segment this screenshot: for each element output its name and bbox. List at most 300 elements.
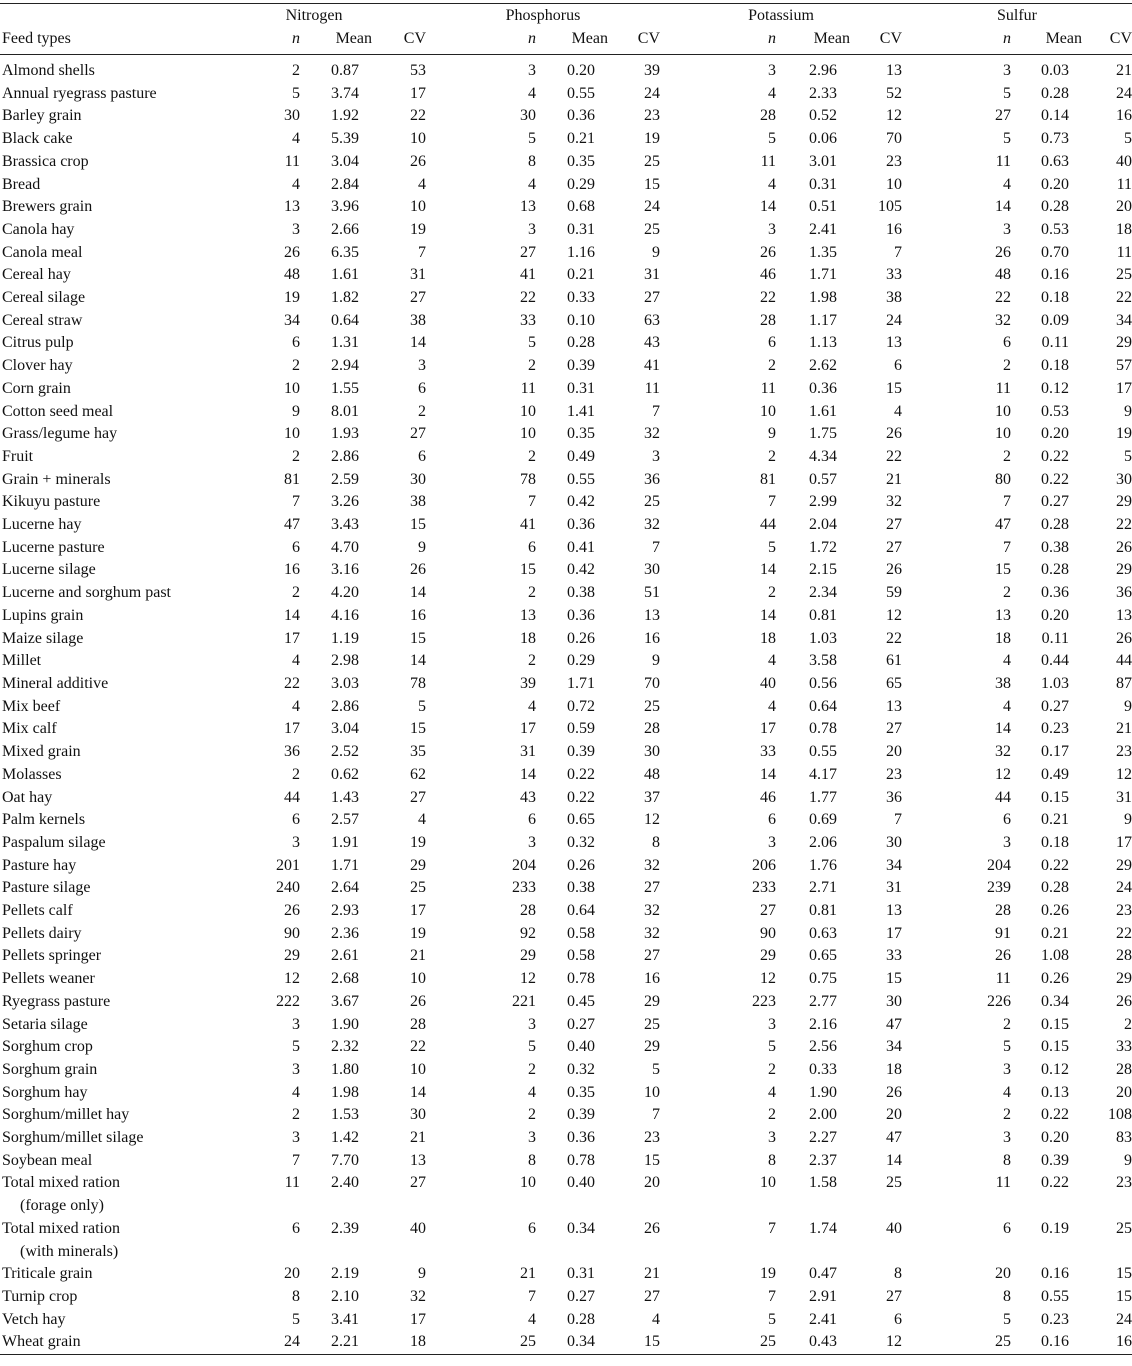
feed-type-label: Cereal straw — [2, 311, 83, 329]
phosphorus-mean-cell: 0.39 — [567, 743, 595, 761]
potassium-mean-cell: 0.81 — [809, 902, 837, 920]
nitrogen-n-cell: 2 — [292, 447, 300, 465]
feed-type-label: Brassica crop — [2, 152, 89, 170]
table-row — [0, 559, 1132, 582]
potassium-cv-cell: 12 — [886, 606, 902, 624]
sulfur-cv-cell: 16 — [1116, 107, 1132, 125]
potassium-cv-cell: 27 — [886, 538, 902, 556]
sulfur-cv-cell: 15 — [1116, 1265, 1132, 1283]
potassium-mean-cell: 2.77 — [809, 992, 837, 1010]
column-header-mean: Mean — [1045, 30, 1082, 47]
feed-type-cell — [0, 900, 202, 923]
phosphorus-n-cell: 2 — [528, 1060, 536, 1078]
phosphorus-mean-cell: 0.72 — [567, 697, 595, 715]
nitrogen-mean-cell: 1.43 — [331, 788, 359, 806]
sulfur-n-cell: 8 — [1003, 1151, 1011, 1169]
nitrogen-mean-cell: 1.42 — [331, 1129, 359, 1147]
phosphorus-mean-cell: 0.36 — [567, 606, 595, 624]
sulfur-n-cell: 13 — [995, 606, 1011, 624]
sulfur-cv-cell: 24 — [1116, 879, 1132, 897]
phosphorus-mean-cell: 0.34 — [567, 1333, 595, 1351]
phosphorus-cv-cell: 28 — [644, 720, 660, 738]
feed-type-label: Cotton seed meal — [2, 402, 114, 420]
phosphorus-mean-cell: 0.31 — [567, 1265, 595, 1283]
potassium-n-cell: 10 — [760, 402, 776, 420]
potassium-n-cell: 11 — [760, 379, 776, 397]
phosphorus-cv-cell: 32 — [644, 516, 660, 534]
nitrogen-cv-cell: 17 — [410, 902, 426, 920]
feed-type-cell — [0, 1331, 202, 1354]
phosphorus-mean-cell: 0.27 — [567, 1287, 595, 1305]
sulfur-cv-cell: 22 — [1116, 516, 1132, 534]
feed-type-cell — [0, 1036, 202, 1059]
potassium-mean-cell: 1.75 — [809, 425, 837, 443]
potassium-n-cell: 3 — [768, 833, 776, 851]
potassium-cv-cell: 12 — [886, 107, 902, 125]
feed-type-cell — [0, 968, 202, 991]
phosphorus-cv-cell: 29 — [644, 1038, 660, 1056]
potassium-n-cell: 26 — [760, 243, 776, 261]
nitrogen-cv-cell: 15 — [410, 720, 426, 738]
nitrogen-mean-cell: 1.82 — [331, 289, 359, 307]
potassium-cv-cell: 33 — [886, 266, 902, 284]
phosphorus-n-cell: 8 — [528, 1151, 536, 1169]
sulfur-mean-cell: 0.20 — [1041, 1129, 1069, 1147]
feed-type-cell — [0, 83, 202, 106]
sulfur-n-cell: 11 — [995, 152, 1011, 170]
potassium-n-cell: 3 — [768, 1129, 776, 1147]
feed-type-cell — [0, 1309, 202, 1332]
potassium-mean-cell: 1.13 — [809, 334, 837, 352]
phosphorus-n-cell: 33 — [520, 311, 536, 329]
potassium-cv-cell: 34 — [886, 856, 902, 874]
sulfur-mean-cell: 0.70 — [1041, 243, 1069, 261]
potassium-cv-cell: 27 — [886, 720, 902, 738]
phosphorus-cv-cell: 63 — [644, 311, 660, 329]
potassium-mean-cell: 2.27 — [809, 1129, 837, 1147]
potassium-mean-cell: 0.81 — [809, 606, 837, 624]
phosphorus-n-cell: 4 — [528, 1310, 536, 1328]
nitrogen-mean-cell: 2.94 — [331, 357, 359, 375]
nitrogen-n-cell: 47 — [284, 516, 300, 534]
phosphorus-mean-cell: 1.41 — [567, 402, 595, 420]
potassium-mean-cell: 0.65 — [809, 947, 837, 965]
group-header-sulfur: Sulfur — [997, 7, 1037, 25]
phosphorus-cv-cell: 26 — [644, 1219, 660, 1237]
potassium-n-cell: 2 — [768, 584, 776, 602]
nitrogen-n-cell: 11 — [284, 1174, 300, 1192]
potassium-n-cell: 2 — [768, 447, 776, 465]
phosphorus-mean-cell: 0.31 — [567, 220, 595, 238]
potassium-mean-cell: 4.34 — [809, 447, 837, 465]
phosphorus-mean-cell: 1.71 — [567, 674, 595, 692]
phosphorus-n-cell: 6 — [528, 538, 536, 556]
sulfur-cv-cell: 22 — [1116, 289, 1132, 307]
phosphorus-cv-cell: 27 — [644, 879, 660, 897]
feed-type-label: Maize silage — [2, 629, 84, 647]
potassium-cv-cell: 14 — [886, 1151, 902, 1169]
sulfur-cv-cell: 29 — [1116, 561, 1132, 579]
feed-type-cell — [0, 1127, 202, 1150]
nitrogen-n-cell: 24 — [284, 1333, 300, 1351]
nitrogen-n-cell: 90 — [284, 924, 300, 942]
sulfur-cv-cell: 29 — [1116, 334, 1132, 352]
feed-type-label: Setaria silage — [2, 1015, 88, 1033]
feed-type-cell — [0, 128, 202, 151]
potassium-cv-cell: 13 — [886, 902, 902, 920]
potassium-mean-cell: 0.64 — [809, 697, 837, 715]
table-row — [0, 718, 1132, 741]
potassium-n-cell: 2 — [768, 1060, 776, 1078]
sulfur-n-cell: 18 — [995, 629, 1011, 647]
feed-type-cell — [0, 877, 202, 900]
nitrogen-mean-cell: 2.61 — [331, 947, 359, 965]
sulfur-n-cell: 14 — [995, 198, 1011, 216]
nitrogen-cv-cell: 26 — [410, 992, 426, 1010]
phosphorus-cv-cell: 3 — [652, 447, 660, 465]
nitrogen-n-cell: 4 — [292, 175, 300, 193]
sulfur-mean-cell: 0.22 — [1041, 856, 1069, 874]
potassium-n-cell: 4 — [768, 175, 776, 193]
sulfur-n-cell: 11 — [995, 379, 1011, 397]
table-row — [0, 242, 1132, 265]
phosphorus-n-cell: 204 — [512, 856, 536, 874]
sulfur-cv-cell: 36 — [1116, 584, 1132, 602]
potassium-cv-cell: 18 — [886, 1060, 902, 1078]
sulfur-n-cell: 5 — [1003, 130, 1011, 148]
sulfur-n-cell: 5 — [1003, 84, 1011, 102]
table-row — [0, 923, 1132, 946]
phosphorus-mean-cell: 0.35 — [567, 1083, 595, 1101]
sulfur-cv-cell: 12 — [1116, 765, 1132, 783]
phosphorus-n-cell: 41 — [520, 516, 536, 534]
sulfur-mean-cell: 1.08 — [1041, 947, 1069, 965]
nitrogen-n-cell: 36 — [284, 743, 300, 761]
phosphorus-mean-cell: 0.32 — [567, 1060, 595, 1078]
nitrogen-cv-cell: 22 — [410, 1038, 426, 1056]
group-header-phosphorus: Phosphorus — [505, 7, 581, 25]
feed-type-label: Corn grain — [2, 379, 71, 397]
table-row — [0, 423, 1132, 446]
sulfur-cv-cell: 18 — [1116, 220, 1132, 238]
potassium-cv-cell: 13 — [886, 62, 902, 79]
phosphorus-mean-cell: 0.49 — [567, 447, 595, 465]
nitrogen-mean-cell: 3.26 — [331, 493, 359, 511]
sulfur-cv-cell: 23 — [1116, 743, 1132, 761]
nitrogen-cv-cell: 29 — [410, 856, 426, 874]
phosphorus-mean-cell: 0.41 — [567, 538, 595, 556]
phosphorus-cv-cell: 25 — [644, 152, 660, 170]
phosphorus-n-cell: 3 — [528, 1129, 536, 1147]
nitrogen-n-cell: 14 — [284, 606, 300, 624]
feed-type-label: Total mixed ration — [2, 1219, 120, 1237]
sulfur-n-cell: 91 — [995, 924, 1011, 942]
sulfur-cv-cell: 17 — [1116, 833, 1132, 851]
nitrogen-mean-cell: 3.43 — [331, 516, 359, 534]
potassium-cv-cell: 26 — [886, 425, 902, 443]
nitrogen-cv-cell: 21 — [410, 1129, 426, 1147]
feed-type-label: Wheat grain — [2, 1333, 81, 1351]
potassium-mean-cell: 2.37 — [809, 1151, 837, 1169]
sulfur-n-cell: 7 — [1003, 493, 1011, 511]
table-body — [0, 60, 1132, 1355]
phosphorus-cv-cell: 8 — [652, 833, 660, 851]
potassium-cv-cell: 10 — [886, 175, 902, 193]
sulfur-cv-cell: 28 — [1116, 947, 1132, 965]
feed-type-cell — [0, 923, 202, 946]
nitrogen-cv-cell: 78 — [410, 674, 426, 692]
nitrogen-mean-cell: 2.93 — [331, 902, 359, 920]
sulfur-n-cell: 2 — [1003, 447, 1011, 465]
sulfur-n-cell: 38 — [995, 674, 1011, 692]
feed-type-cell — [0, 809, 202, 832]
nitrogen-cv-cell: 9 — [418, 1265, 426, 1283]
nitrogen-mean-cell: 0.64 — [331, 311, 359, 329]
nitrogen-cv-cell: 28 — [410, 1015, 426, 1033]
table-header — [0, 4, 1132, 61]
nitrogen-n-cell: 2 — [292, 62, 300, 79]
nitrogen-mean-cell: 2.59 — [331, 470, 359, 488]
feed-type-label: Black cake — [2, 130, 73, 148]
sulfur-n-cell: 6 — [1003, 334, 1011, 352]
feed-type-label: Mix beef — [2, 697, 61, 715]
potassium-n-cell: 4 — [768, 652, 776, 670]
phosphorus-cv-cell: 32 — [644, 924, 660, 942]
phosphorus-cv-cell: 27 — [644, 947, 660, 965]
sulfur-mean-cell: 0.15 — [1041, 1038, 1069, 1056]
nitrogen-n-cell: 12 — [284, 970, 300, 988]
phosphorus-mean-cell: 0.36 — [567, 516, 595, 534]
nitrogen-mean-cell: 1.55 — [331, 379, 359, 397]
feed-type-label: Millet — [2, 652, 42, 670]
table-row — [0, 855, 1132, 878]
potassium-cv-cell: 15 — [886, 379, 902, 397]
phosphorus-n-cell: 39 — [520, 674, 536, 692]
nitrogen-n-cell: 16 — [284, 561, 300, 579]
sulfur-mean-cell: 0.36 — [1041, 584, 1069, 602]
sulfur-mean-cell: 0.22 — [1041, 1106, 1069, 1124]
sulfur-mean-cell: 0.17 — [1041, 743, 1069, 761]
sulfur-mean-cell: 0.11 — [1041, 334, 1069, 352]
sulfur-n-cell: 3 — [1003, 62, 1011, 79]
feed-type-label: Canola hay — [2, 220, 75, 238]
table-row — [0, 968, 1132, 991]
table-row — [0, 582, 1132, 605]
feed-type-label: Molasses — [2, 765, 62, 783]
feed-type-label: Lucerne hay — [2, 516, 82, 534]
sulfur-n-cell: 4 — [1003, 1083, 1011, 1101]
potassium-mean-cell: 3.01 — [809, 152, 837, 170]
feed-type-label: Mix calf — [2, 720, 57, 738]
phosphorus-mean-cell: 0.38 — [567, 879, 595, 897]
nitrogen-cv-cell: 6 — [418, 447, 426, 465]
column-header-cv: CV — [637, 30, 660, 47]
potassium-mean-cell: 0.33 — [809, 1060, 837, 1078]
feed-type-label: Sorghum crop — [2, 1038, 93, 1056]
potassium-cv-cell: 12 — [886, 1333, 902, 1351]
sulfur-mean-cell: 0.09 — [1041, 311, 1069, 329]
potassium-cv-cell: 15 — [886, 970, 902, 988]
phosphorus-cv-cell: 29 — [644, 992, 660, 1010]
feed-type-cell — [0, 1172, 202, 1217]
sulfur-mean-cell: 0.21 — [1041, 924, 1069, 942]
potassium-n-cell: 2 — [768, 1106, 776, 1124]
phosphorus-cv-cell: 24 — [644, 84, 660, 102]
table-row — [0, 945, 1132, 968]
sulfur-n-cell: 3 — [1003, 220, 1011, 238]
nitrogen-n-cell: 34 — [284, 311, 300, 329]
feed-type-label: Sorghum hay — [2, 1083, 88, 1101]
feed-type-label: Clover hay — [2, 357, 73, 375]
potassium-cv-cell: 52 — [886, 84, 902, 102]
nitrogen-n-cell: 20 — [284, 1265, 300, 1283]
phosphorus-n-cell: 7 — [528, 1287, 536, 1305]
phosphorus-n-cell: 12 — [520, 970, 536, 988]
feed-type-label: Lucerne silage — [2, 561, 96, 579]
sulfur-mean-cell: 0.28 — [1041, 198, 1069, 216]
potassium-n-cell: 4 — [768, 84, 776, 102]
potassium-mean-cell: 2.56 — [809, 1038, 837, 1056]
feed-type-cell — [0, 287, 202, 310]
potassium-n-cell: 25 — [760, 1333, 776, 1351]
nitrogen-cv-cell: 10 — [410, 198, 426, 216]
nitrogen-cv-cell: 38 — [410, 493, 426, 511]
phosphorus-cv-cell: 10 — [644, 1083, 660, 1101]
table-row — [0, 787, 1132, 810]
phosphorus-mean-cell: 0.26 — [567, 629, 595, 647]
nitrogen-mean-cell: 1.31 — [331, 334, 359, 352]
sulfur-mean-cell: 0.23 — [1041, 1310, 1069, 1328]
nitrogen-n-cell: 5 — [292, 84, 300, 102]
phosphorus-n-cell: 5 — [528, 334, 536, 352]
sulfur-mean-cell: 0.22 — [1041, 1174, 1069, 1192]
sulfur-cv-cell: 44 — [1116, 652, 1132, 670]
sulfur-n-cell: 4 — [1003, 697, 1011, 715]
phosphorus-cv-cell: 31 — [644, 266, 660, 284]
sulfur-mean-cell: 0.27 — [1041, 697, 1069, 715]
phosphorus-cv-cell: 5 — [652, 1060, 660, 1078]
phosphorus-n-cell: 4 — [528, 175, 536, 193]
nitrogen-n-cell: 2 — [292, 1106, 300, 1124]
nitrogen-cv-cell: 19 — [410, 924, 426, 942]
sulfur-n-cell: 44 — [995, 788, 1011, 806]
potassium-n-cell: 3 — [768, 1015, 776, 1033]
nitrogen-n-cell: 222 — [276, 992, 300, 1010]
nitrogen-n-cell: 9 — [292, 402, 300, 420]
sulfur-n-cell: 5 — [1003, 1310, 1011, 1328]
feed-type-cell — [0, 1014, 202, 1037]
nitrogen-cv-cell: 18 — [410, 1333, 426, 1351]
potassium-mean-cell: 0.56 — [809, 674, 837, 692]
nitrogen-cv-cell: 19 — [410, 833, 426, 851]
phosphorus-n-cell: 41 — [520, 266, 536, 284]
table-row — [0, 287, 1132, 310]
table-row — [0, 355, 1132, 378]
phosphorus-mean-cell: 0.65 — [567, 811, 595, 829]
phosphorus-mean-cell: 0.78 — [567, 1151, 595, 1169]
feed-type-cell — [0, 1218, 202, 1263]
sulfur-n-cell: 3 — [1003, 833, 1011, 851]
phosphorus-mean-cell: 0.38 — [567, 584, 595, 602]
potassium-n-cell: 29 — [760, 947, 776, 965]
nitrogen-n-cell: 17 — [284, 629, 300, 647]
sulfur-cv-cell: 83 — [1116, 1129, 1132, 1147]
nitrogen-mean-cell: 3.16 — [331, 561, 359, 579]
nitrogen-cv-cell: 30 — [410, 1106, 426, 1124]
phosphorus-n-cell: 21 — [520, 1265, 536, 1283]
column-header-mean: Mean — [813, 30, 850, 47]
potassium-n-cell: 14 — [760, 198, 776, 216]
table-row — [0, 196, 1132, 219]
nitrogen-n-cell: 4 — [292, 1083, 300, 1101]
feed-type-cell — [0, 1059, 202, 1082]
nitrogen-n-cell: 5 — [292, 1310, 300, 1328]
nitrogen-cv-cell: 14 — [410, 334, 426, 352]
phosphorus-n-cell: 10 — [520, 1174, 536, 1192]
phosphorus-mean-cell: 0.39 — [567, 1106, 595, 1124]
sulfur-n-cell: 3 — [1003, 1129, 1011, 1147]
potassium-mean-cell: 1.76 — [809, 856, 837, 874]
potassium-cv-cell: 36 — [886, 788, 902, 806]
potassium-n-cell: 7 — [768, 493, 776, 511]
nitrogen-cv-cell: 27 — [410, 425, 426, 443]
table-row — [0, 537, 1132, 560]
phosphorus-cv-cell: 48 — [644, 765, 660, 783]
nitrogen-mean-cell: 3.04 — [331, 152, 359, 170]
potassium-n-cell: 46 — [760, 788, 776, 806]
sulfur-cv-cell: 26 — [1116, 538, 1132, 556]
potassium-mean-cell: 0.63 — [809, 924, 837, 942]
phosphorus-cv-cell: 25 — [644, 1015, 660, 1033]
sulfur-n-cell: 2 — [1003, 1015, 1011, 1033]
sulfur-n-cell: 2 — [1003, 584, 1011, 602]
table-row — [0, 128, 1132, 151]
nitrogen-mean-cell: 6.35 — [331, 243, 359, 261]
potassium-n-cell: 4 — [768, 697, 776, 715]
nitrogen-n-cell: 3 — [292, 1129, 300, 1147]
nitrogen-n-cell: 3 — [292, 1015, 300, 1033]
nitrogen-mean-cell: 4.70 — [331, 538, 359, 556]
sulfur-n-cell: 204 — [987, 856, 1011, 874]
table-row — [0, 401, 1132, 424]
phosphorus-n-cell: 5 — [528, 1038, 536, 1056]
sulfur-n-cell: 32 — [995, 743, 1011, 761]
feed-type-cell — [0, 537, 202, 560]
potassium-n-cell: 27 — [760, 902, 776, 920]
nitrogen-n-cell: 30 — [284, 107, 300, 125]
table-row — [0, 650, 1132, 673]
nitrogen-mean-cell: 2.32 — [331, 1038, 359, 1056]
nitrogen-cv-cell: 30 — [410, 470, 426, 488]
potassium-mean-cell: 2.04 — [809, 516, 837, 534]
feed-type-label: Bread — [2, 175, 41, 193]
feed-type-label: Paspalum silage — [2, 833, 106, 851]
nitrogen-mean-cell: 5.39 — [331, 130, 359, 148]
sulfur-cv-cell: 20 — [1116, 1083, 1132, 1101]
table-row — [0, 378, 1132, 401]
nitrogen-mean-cell: 3.03 — [331, 674, 359, 692]
phosphorus-mean-cell: 0.31 — [567, 379, 595, 397]
potassium-mean-cell: 4.17 — [809, 765, 837, 783]
phosphorus-n-cell: 3 — [528, 1015, 536, 1033]
nitrogen-cv-cell: 21 — [410, 947, 426, 965]
phosphorus-n-cell: 28 — [520, 902, 536, 920]
nitrogen-mean-cell: 2.84 — [331, 175, 359, 193]
feed-type-cell — [0, 787, 202, 810]
feed-type-label: Oat hay — [2, 788, 53, 806]
table-row — [0, 105, 1132, 128]
sulfur-mean-cell: 0.55 — [1041, 1287, 1069, 1305]
